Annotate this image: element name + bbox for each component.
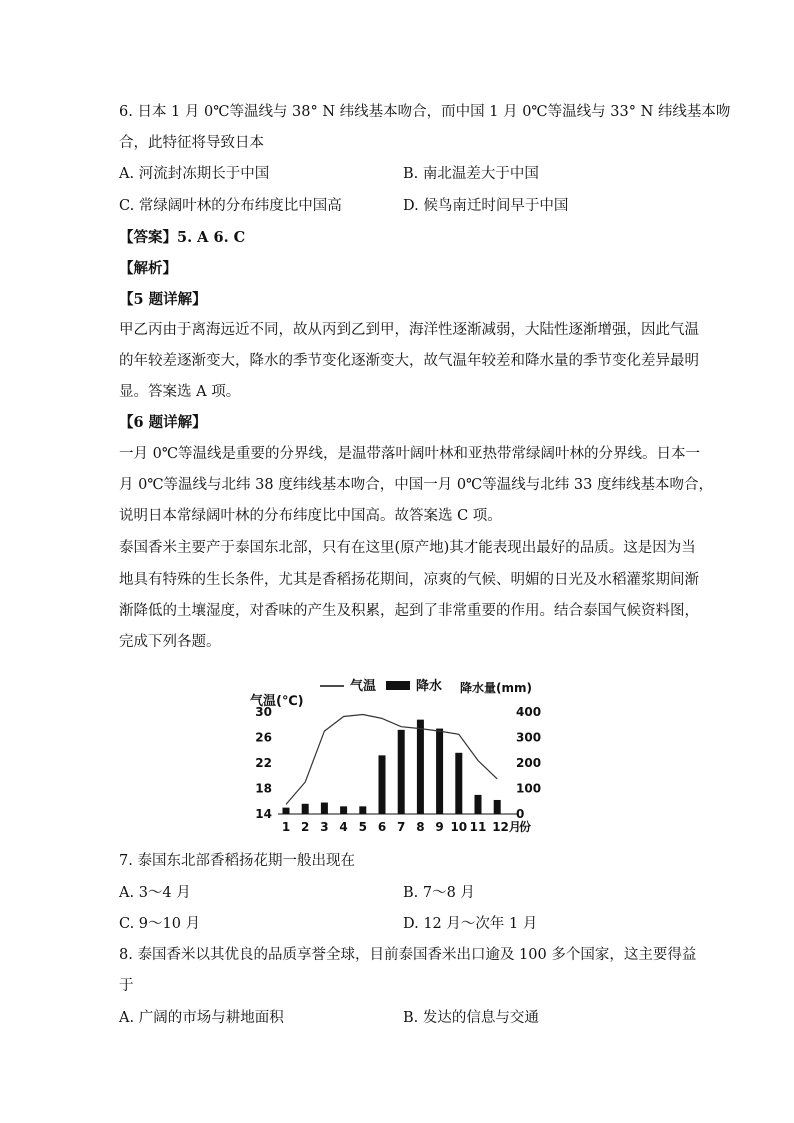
thailand-climate-chart xyxy=(248,668,548,840)
left-axis-title: 气温(℃) xyxy=(250,694,304,709)
passage-line2: 地具有特殊的生长条件，尤其是香稻扬花期间，凉爽的气候、明媚的日光及水稻灌浆期间渐 xyxy=(119,572,699,588)
q6-detail-line2: 月 0℃等温线与北纬 38 度纬线基本吻合，中国一月 0℃等温线与北纬 33 度纬线基本吻合， xyxy=(119,477,713,493)
legend-temp-label: 气温 xyxy=(350,679,377,694)
q8-stem-line2: 于 xyxy=(119,978,134,994)
passage-line3: 渐降低的土壤湿度，对香味的产生及积累，起到了非常重要的作用。结合泰国气候资料图， xyxy=(119,603,699,619)
precip-bar xyxy=(398,730,405,814)
q7-option-a: A. 3～4 月 xyxy=(119,885,191,901)
legend-precip-label: 降水 xyxy=(416,679,443,694)
precip-bar xyxy=(475,795,482,814)
passage-line1: 泰国香米主要产于泰国东北部，只有在这里(原产地)其才能表现出最好的品质。这是因为当 xyxy=(119,540,696,556)
q6-option-d: D. 候鸟南迁时间早于中国 xyxy=(403,198,569,214)
q6-stem-line1: 6. 日本 1 月 0℃等温线与 38° N 纬线基本吻合，而中国 1 月 0℃等温线与 33° N 纬线基本吻 xyxy=(119,104,731,120)
q8-stem-line1: 8. 泰国香米以其优良的品质享誉全球，目前泰国香米出口逾及 100 多个国家，这主要得益 xyxy=(119,947,697,963)
precip-bar xyxy=(494,800,501,814)
answer-line: 【答案】5. A 6. C xyxy=(119,229,246,246)
month-suffix: 份 xyxy=(519,820,532,834)
precip-bar xyxy=(455,753,462,814)
q5-detail-line2: 的年较差逐渐变大，降水的季节变化逐渐变大，故气温年较差和降水量的季节变化差异最明 xyxy=(119,353,699,369)
right-tick-label: 100 xyxy=(516,781,542,796)
left-tick-label: 22 xyxy=(255,756,272,770)
precip-bar xyxy=(436,729,443,814)
q5-detail-heading: 【5 题详解】 xyxy=(119,291,207,308)
month-tick-label: 8 xyxy=(416,820,425,834)
q5-detail-line1: 甲乙丙由于离海远近不同，故从丙到乙到甲，海洋性逐渐减弱，大陆性逐渐增强，因此气温 xyxy=(119,322,699,338)
month-tick-label: 3 xyxy=(320,820,329,834)
passage-line4: 完成下列各题。 xyxy=(119,634,221,650)
left-tick-label: 18 xyxy=(255,781,272,796)
analysis-heading: 【解析】 xyxy=(119,260,177,277)
precip-bar xyxy=(340,806,347,814)
month-tick-label: 2 xyxy=(301,820,310,834)
right-tick-label: 400 xyxy=(516,705,542,719)
q8-option-a: A. 广阔的市场与耕地面积 xyxy=(119,1010,284,1026)
precip-bar xyxy=(359,806,366,814)
q6-detail-line1: 一月 0℃等温线是重要的分界线，是温带落叶阔叶林和亚热带常绿阔叶林的分界线。日本一 xyxy=(119,446,701,462)
q7-option-d: D. 12 月～次年 1 月 xyxy=(403,916,538,932)
q6-option-b: B. 南北温差大于中国 xyxy=(403,166,539,182)
month-tick-label: 1 xyxy=(281,820,291,834)
right-tick-label: 0 xyxy=(516,807,525,821)
month-tick-label: 4 xyxy=(339,820,348,834)
temperature-line xyxy=(286,715,497,805)
left-tick-label: 14 xyxy=(255,807,272,821)
month-tick-label: 5 xyxy=(358,820,367,834)
q6-detail-heading: 【6 题详解】 xyxy=(119,414,207,431)
precip-bar xyxy=(321,803,328,814)
q6-option-a: A. 河流封冻期长于中国 xyxy=(119,166,270,182)
right-tick-label: 200 xyxy=(516,756,542,770)
month-tick-label: 9 xyxy=(435,820,444,834)
q8-option-b: B. 发达的信息与交通 xyxy=(403,1010,539,1026)
q6-detail-line3: 说明日本常绿阔叶林的分布纬度比中国高。故答案选 C 项。 xyxy=(119,508,502,524)
month-tick-label: 11 xyxy=(469,820,487,834)
month-tick-label: 10 xyxy=(450,820,468,834)
left-tick-label: 26 xyxy=(255,730,272,745)
right-axis-title: 降水量(mm) xyxy=(460,681,532,695)
precip-bar xyxy=(379,755,386,814)
month-tick-label: 6 xyxy=(377,820,387,834)
q6-stem-line2: 合，此特征将导致日本 xyxy=(119,135,264,151)
q7-stem: 7. 泰国东北部香稻扬花期一般出现在 xyxy=(119,853,355,869)
q7-option-b: B. 7～8 月 xyxy=(403,885,475,901)
precip-bar xyxy=(417,720,424,814)
q7-option-c: C. 9～10 月 xyxy=(119,916,201,932)
q6-option-c: C. 常绿阔叶林的分布纬度比中国高 xyxy=(119,198,342,214)
precip-bar xyxy=(302,804,309,814)
legend-precip-swatch xyxy=(386,681,410,690)
right-tick-label: 300 xyxy=(516,730,542,745)
q5-detail-line3: 显。答案选 A 项。 xyxy=(119,384,241,400)
month-tick-label: 7 xyxy=(397,820,406,834)
precip-bar xyxy=(283,808,290,814)
month-tick-label: 12月 xyxy=(492,820,521,834)
left-tick-label: 30 xyxy=(255,705,272,719)
